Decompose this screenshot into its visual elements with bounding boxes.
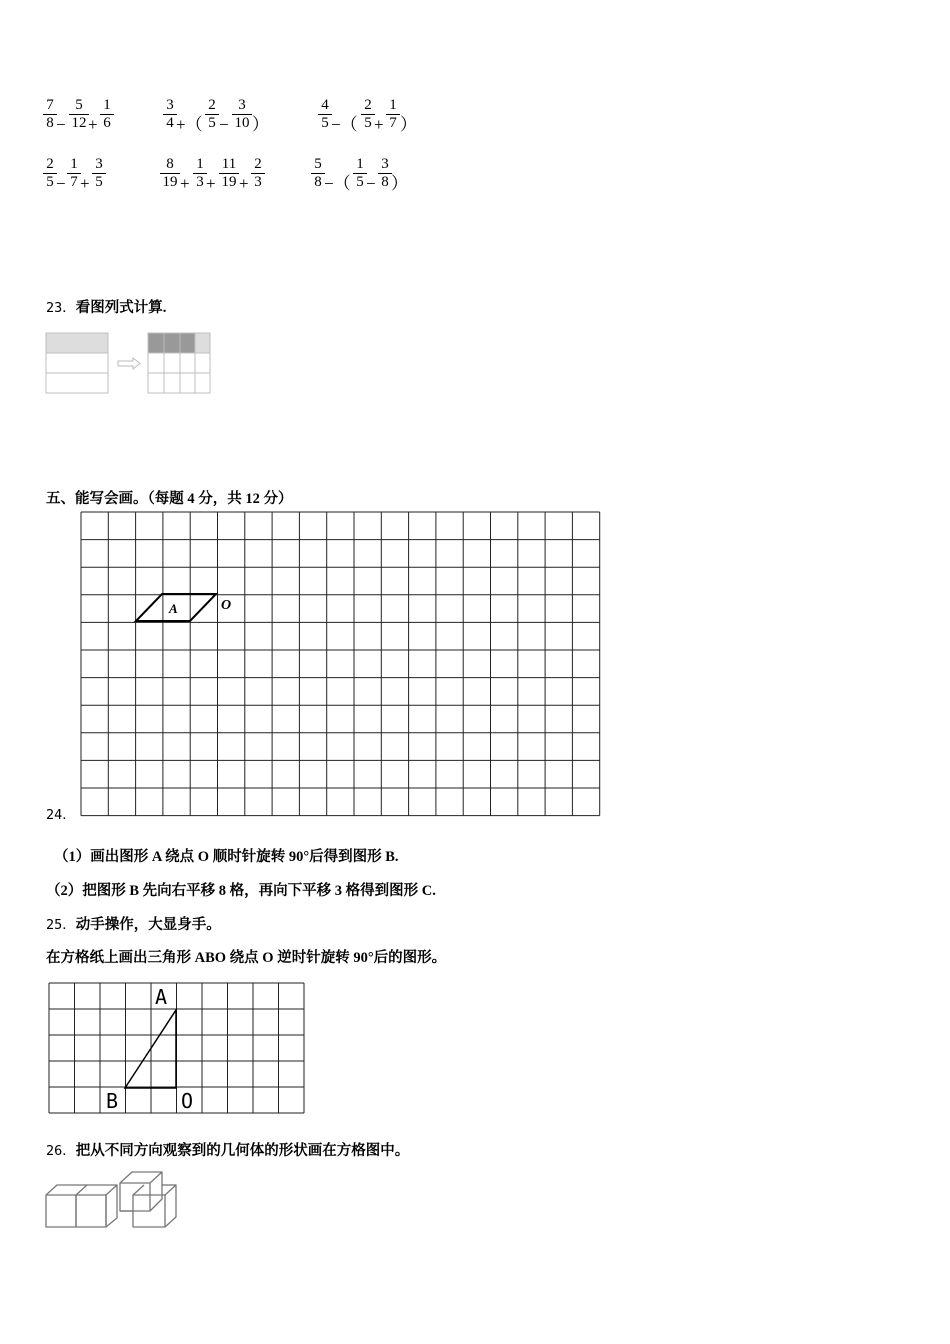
question-number: 23．: [46, 300, 76, 316]
fraction: 2 5: [361, 98, 375, 131]
operator: +: [239, 174, 249, 193]
operator: −（: [324, 174, 351, 193]
fraction: 7 8: [43, 98, 57, 131]
fraction: 1 5: [353, 157, 367, 190]
q25-grid: [48, 982, 306, 1116]
operator: −: [219, 115, 229, 134]
fraction: 11 19: [219, 157, 239, 190]
q24-part-2: （2）把图形 B 先向右平移 8 格，再向下平移 3 格得到图形 C.: [46, 883, 436, 899]
fraction: 3 10: [232, 98, 252, 131]
point-o-label: O: [221, 598, 232, 613]
fraction-diagram: [45, 332, 215, 396]
fraction: 5 12: [69, 98, 89, 131]
label-o: O: [181, 1089, 194, 1113]
question-number: 24．: [46, 807, 76, 823]
operator: ）: [391, 174, 408, 193]
operator: −: [56, 115, 66, 134]
question-number: 26．: [46, 1143, 76, 1159]
q24-grid: [80, 511, 602, 819]
operator: ）: [400, 115, 417, 134]
q24-part-1: （1）画出图形 A 绕点 O 顺时针旋转 90°后得到图形 B.: [54, 849, 399, 865]
operator: −: [56, 174, 66, 193]
question-26: [46, 1139, 409, 1160]
operator: +: [80, 174, 90, 193]
question-text: 把从不同方向观察到的几何体的形状画在方格图中。: [75, 1143, 410, 1159]
question-text: 看图列式计算.: [75, 300, 167, 316]
question-23: [46, 296, 166, 317]
operator: +: [88, 115, 98, 134]
fraction: 2 5: [43, 157, 57, 190]
section-5-title: 五、能写会画。（每题 4 分，共 12 分）: [46, 491, 293, 507]
operator: +: [374, 115, 384, 134]
fraction: 8 19: [160, 157, 180, 190]
operator: −（: [331, 115, 358, 134]
fraction: 3 8: [378, 157, 392, 190]
operator: +: [206, 174, 216, 193]
fraction: 4 5: [318, 98, 332, 131]
fraction: 1 6: [100, 98, 114, 131]
label-a: A: [155, 985, 168, 1009]
question-text: 动手操作，大显身手。: [75, 917, 221, 933]
fraction: 3 5: [92, 157, 106, 190]
arrow-icon: [118, 358, 140, 369]
question-25: [46, 913, 221, 934]
fraction: 1 7: [386, 98, 400, 131]
label-b: B: [106, 1089, 119, 1113]
cube-solid-figure: [44, 1168, 184, 1232]
operator: +: [180, 174, 190, 193]
q25-instruction: 在方格纸上画出三角形 ABO 绕点 O 逆时针旋转 90°后的图形。: [46, 950, 447, 966]
shape-a-label: A: [169, 601, 178, 616]
fraction: 1 7: [67, 157, 81, 190]
operator: ）: [252, 115, 269, 134]
fraction: 1 3: [193, 157, 207, 190]
operator: −: [366, 174, 376, 193]
question-24-number: [46, 803, 76, 824]
fraction: 5 8: [311, 157, 325, 190]
fraction: 2 3: [251, 157, 265, 190]
operator: +（: [176, 115, 203, 134]
question-number: 25．: [46, 917, 76, 933]
fraction: 3 4: [163, 98, 177, 131]
fraction: 2 5: [205, 98, 219, 131]
